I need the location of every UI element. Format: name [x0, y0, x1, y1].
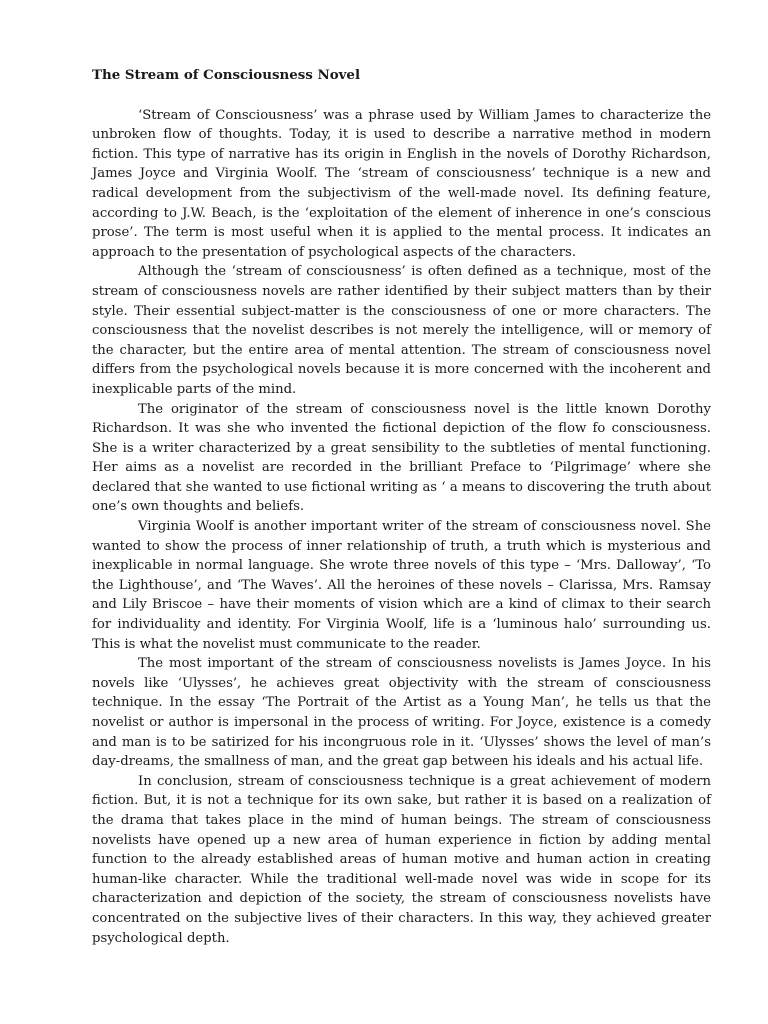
- document-page: [92, 66, 711, 948]
- paragraph-3: The originator of the stream of consciousness novel is the little known Dorothy Richardson. It was she who invented the fictional depiction of the flow fo consciousness. She is a writer characterized by a great sensibility to the subtleties of mental functioning. Her aims as a novelist are recorded in the brilliant Preface to ‘Pilgrimage’ where she declared that she wanted to use fictional writing as ‘ a means to discovering the truth about one’s own thoughts and beliefs.: [92, 401, 711, 515]
- paragraph-1: ‘Stream of Consciousness’ was a phrase used by William James to characterize the unbroken flow of thoughts. Today, it is used to describe a narrative method in modern fiction. This type of narrative has its origin in English in the novels of Dorothy Richardson, James Joyce and Virginia Woolf. The ‘stream of consciousness’ technique is a new and radical development from the subjectivism of the well-made novel. Its defining feature, according to J.W. Beach, is the ‘exploitation of the element of inherence in one’s conscious prose’. The term is most useful when it is applied to the mental process. It indicates an approach to the presentation of psychological aspects of the characters.: [92, 107, 711, 260]
- paragraph-6: In conclusion, stream of consciousness technique is a great achievement of modern fiction. But, it is not a technique for its own sake, but rather it is based on a realization of the drama that takes place in the mind of human beings. The stream of consciousness novelists have opened up a new area of human experience in fiction by adding mental function to the already established areas of human motive and human action in creating human-like character. While the traditional well-made novel was wide in scope for its characterization and depiction of the society, the stream of consciousness novelists have concentrated on the subjective lives of their characters. In this way, they achieved greater psychological depth.: [92, 773, 711, 946]
- paragraph-4: Virginia Woolf is another important writer of the stream of consciousness novel. She wanted to show the process of inner relationship of truth, a truth which is mysterious and inexplicable in normal language. She wrote three novels of this type – ‘Mrs. Dalloway’, ‘To the Lighthouse’, and ‘The Waves’. All the heroines of these novels – Clarissa, Mrs. Ramsay and Lily Briscoe – have their moments of vision which are a kind of climax to their search for individuality and identity. For Virginia Woolf, life is a ‘luminous halo’ surrounding us. This is what the novelist must communicate to the reader.: [92, 519, 711, 652]
- paragraph-2: Although the ‘stream of consciousness’ is often defined as a technique, most of the stream of consciousness novels are rather identified by their subject matters than by their style. Their essential subject-matter is the consciousness of one or more characters. The consciousness that the novelist describes is not merely the intelligence, will or memory of the character, but the entire area of mental attention. The stream of consciousness novel differs from the psychological novels because it is more concerned with the incoherent and inexplicable parts of the mind.: [92, 264, 711, 397]
- document-title: The Stream of Consciousness Novel: [92, 67, 361, 83]
- paragraph-5: The most important of the stream of consciousness novelists is James Joyce. In his novels like ‘Ulysses’, he achieves great objectivity with the stream of consciousness technique. In the essay ‘The Portrait of the Artist as a Young Man’, he tells us that the novelist or author is impersonal in the process of writing. For Joyce, existence is a comedy and man is to be satirized for his incongruous role in it. ‘Ulysses’ shows the level of man’s day-dreams, the smallness of man, and the great gap between his ideals and his actual life.: [92, 656, 711, 770]
